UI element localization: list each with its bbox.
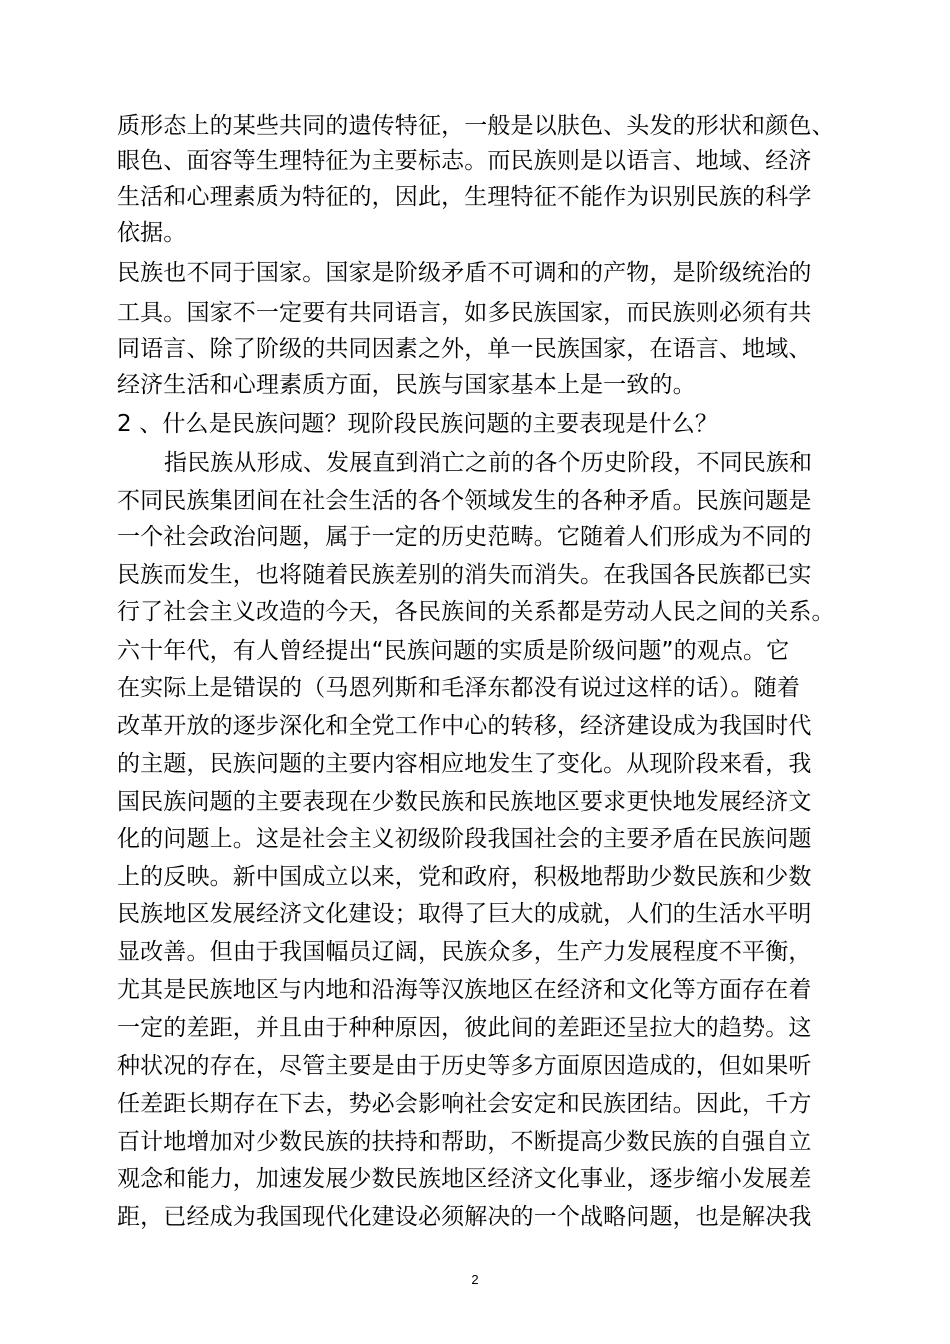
section-heading: 2 、什么是民族问题？现阶段民族问题的主要表现是什么？ <box>117 411 718 437</box>
text-line: 百计地增加对少数民族的扶持和帮助，不断提高少数民族的自强自立 <box>117 1129 812 1155</box>
text-line: 经济生活和心理素质方面，民族与国家基本上是一致的。 <box>117 372 696 398</box>
text-line: 国民族问题的主要表现在少数民族和民族地区要求更快地发展经济文 <box>117 789 812 815</box>
text-line: 同语言、除了阶级的共同因素之外，单一民族国家，在语言、地域、 <box>117 336 812 362</box>
text-line: 改革开放的逐步深化和全党工作中心的转移，经济建设成为我国时代 <box>117 713 812 739</box>
text-line: 民族而发生，也将随着民族差别的消失而消失。在我国各民族都已实 <box>117 562 812 588</box>
text-line: 化的问题上。这是社会主义初级阶段我国社会的主要矛盾在民族问题 <box>117 826 812 852</box>
text-line: 观念和能力，加速发展少数民族地区经济文化事业，逐步缩小发展差 <box>117 1166 812 1192</box>
text-line: 不同民族集团间在社会生活的各个领域发生的各种矛盾。民族问题是 <box>117 488 812 514</box>
text-line: 民族地区发展经济文化建设；取得了巨大的成就，人们的生活水平明 <box>117 901 812 927</box>
text-line: 尤其是民族地区与内地和沿海等汉族地区在经济和文化等方面存在着 <box>117 977 812 1003</box>
text-line: 行了社会主义改造的今天，各民族间的关系都是劳动人民之间的关系。 <box>117 599 835 625</box>
text-line: 民族也不同于国家。国家是阶级矛盾不可调和的产物，是阶级统治的 <box>117 260 812 286</box>
text-line: 距，已经成为我国现代化建设必须解决的一个战略问题，也是解决我 <box>117 1204 812 1230</box>
text-line: 的主题，民族问题的主要内容相应地发生了变化。从现阶段来看，我 <box>117 751 812 777</box>
text-line: 指民族从形成、发展直到消亡之前的各个历史阶段，不同民族和 <box>164 450 813 476</box>
text-line: 在实际上是错误的（马恩列斯和毛泽东都没有说过这样的话）。随着 <box>117 675 800 701</box>
text-line: 生活和心理素质为特征的，因此，生理特征不能作为识别民族的科学 <box>117 184 812 210</box>
text-line: 种状况的存在，尽管主要是由于历史等多方面原因造成的，但如果听 <box>117 1053 812 1079</box>
text-line: 质形态上的某些共同的遗传特征，一般是以肤色、头发的形状和颜色、 <box>117 113 835 139</box>
text-line: 任差距长期存在下去，势必会影响社会安定和民族团结。因此，千方 <box>117 1091 812 1117</box>
text-line: 工具。国家不一定要有共同语言，如多民族国家，而民族则必须有共 <box>117 300 812 326</box>
page-number: 2 <box>471 1272 479 1287</box>
text-line: 依据。 <box>117 220 187 246</box>
text-line: 上的反映。新中国成立以来，党和政府，积极地帮助少数民族和少数 <box>117 864 812 890</box>
text-line: 显改善。但由于我国幅员辽阔，民族众多，生产力发展程度不平衡， <box>117 939 812 965</box>
text-line: 一个社会政治问题，属于一定的历史范畴。它随着人们形成为不同的 <box>117 524 812 550</box>
text-line: 眼色、面容等生理特征为主要标志。而民族则是以语言、地域、经济 <box>117 148 812 174</box>
text-line: 一定的差距，并且由于种种原因，彼此间的差距还呈拉大的趋势。这 <box>117 1015 812 1041</box>
text-line: 六十年代，有人曾经提出“民族问题的实质是阶级问题”的观点。它 <box>117 638 790 664</box>
